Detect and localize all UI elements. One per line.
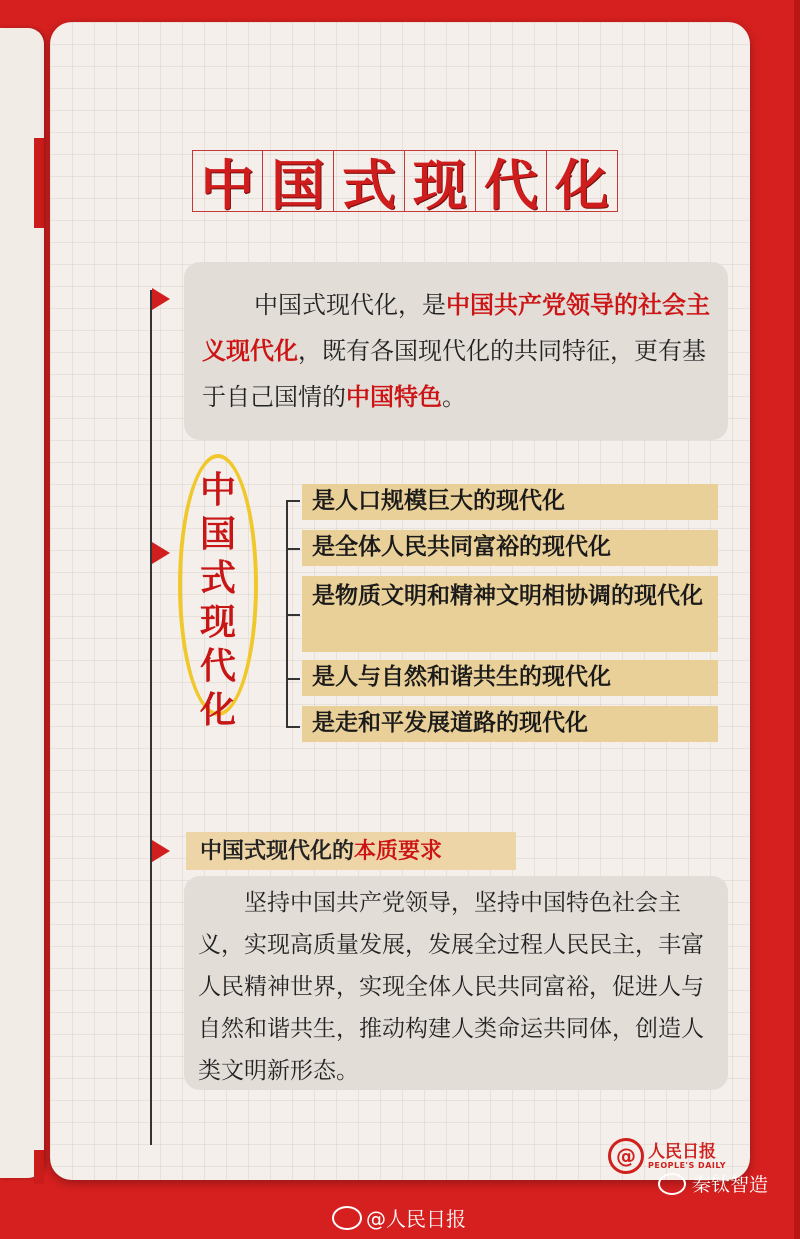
essence-box <box>184 876 728 1090</box>
weibo-watermark <box>332 1203 466 1232</box>
title-char: 式 <box>334 150 405 212</box>
intro-highlight: 中国共产党领导的社会主义现代化 <box>202 290 710 365</box>
title-char: 国 <box>263 150 334 212</box>
weibo-icon <box>332 1206 362 1230</box>
wechat-icon <box>658 1173 686 1195</box>
bracket-tick <box>286 678 300 680</box>
bracket-tick <box>286 548 300 550</box>
oval-label <box>185 468 251 732</box>
intro-part: ，既有各国现代化的共同特征，更有基于自己国情的 <box>202 337 706 411</box>
bracket-tick <box>286 726 300 728</box>
back-card-tab <box>34 138 44 228</box>
timeline-marker <box>152 840 170 862</box>
feature-item: 是物质文明和精神文明相协调的现代化 <box>302 576 718 652</box>
feature-item: 是人与自然和谐共生的现代化 <box>302 660 718 696</box>
page-title <box>192 150 620 217</box>
feature-item: 是走和平发展道路的现代化 <box>302 706 718 742</box>
timeline-marker <box>152 542 170 564</box>
oval-char: 中 <box>199 469 236 511</box>
intro-highlight: 中国特色 <box>346 382 442 411</box>
oval-char: 现 <box>199 601 236 643</box>
feature-item: 是全体人民共同富裕的现代化 <box>302 530 718 566</box>
intro-box <box>184 262 728 440</box>
bracket-tick <box>286 500 300 502</box>
timeline-line <box>150 290 152 1145</box>
essence-heading <box>186 832 516 870</box>
weibo-watermark-text: @人民日报 <box>366 1207 466 1231</box>
title-char: 现 <box>405 150 476 212</box>
oval-char: 代 <box>199 645 236 687</box>
bracket-tick <box>286 614 300 616</box>
logo-cn: 人民日报 <box>648 1141 716 1162</box>
oval-char: 国 <box>199 513 236 555</box>
intro-part: 。 <box>442 383 466 411</box>
wechat-watermark <box>658 1170 768 1197</box>
essence-heading-highlight: 本质要求 <box>354 838 443 864</box>
title-char: 代 <box>476 150 547 212</box>
intro-part: 中国式现代化，是 <box>254 291 446 319</box>
back-card-tab <box>34 1150 44 1184</box>
title-char: 化 <box>547 150 618 212</box>
oval-char: 化 <box>199 689 236 731</box>
oval-char: 式 <box>199 557 236 599</box>
logo-en: PEOPLE'S DAILY <box>648 1160 727 1170</box>
wechat-watermark-text: 秦钛智造 <box>692 1174 769 1196</box>
timeline-marker <box>152 288 170 310</box>
peoples-daily-logo <box>608 1138 726 1174</box>
at-icon: @ <box>608 1138 644 1174</box>
title-char: 中 <box>192 150 263 212</box>
back-card <box>0 28 44 1178</box>
intro-text <box>202 282 712 420</box>
right-edge-bar <box>794 0 800 1239</box>
feature-item: 是人口规模巨大的现代化 <box>302 484 718 520</box>
essence-heading-text: 中国式现代化的 <box>200 838 355 864</box>
essence-text: 坚持中国共产党领导，坚持中国特色社会主义，实现高质量发展，发展全过程人民民主，丰富人民精神世界，实现全体人民共同富裕，促进人与自然和谐共生，推动构建人类命运共同体，创造人类文明新形态。 <box>198 890 704 1084</box>
